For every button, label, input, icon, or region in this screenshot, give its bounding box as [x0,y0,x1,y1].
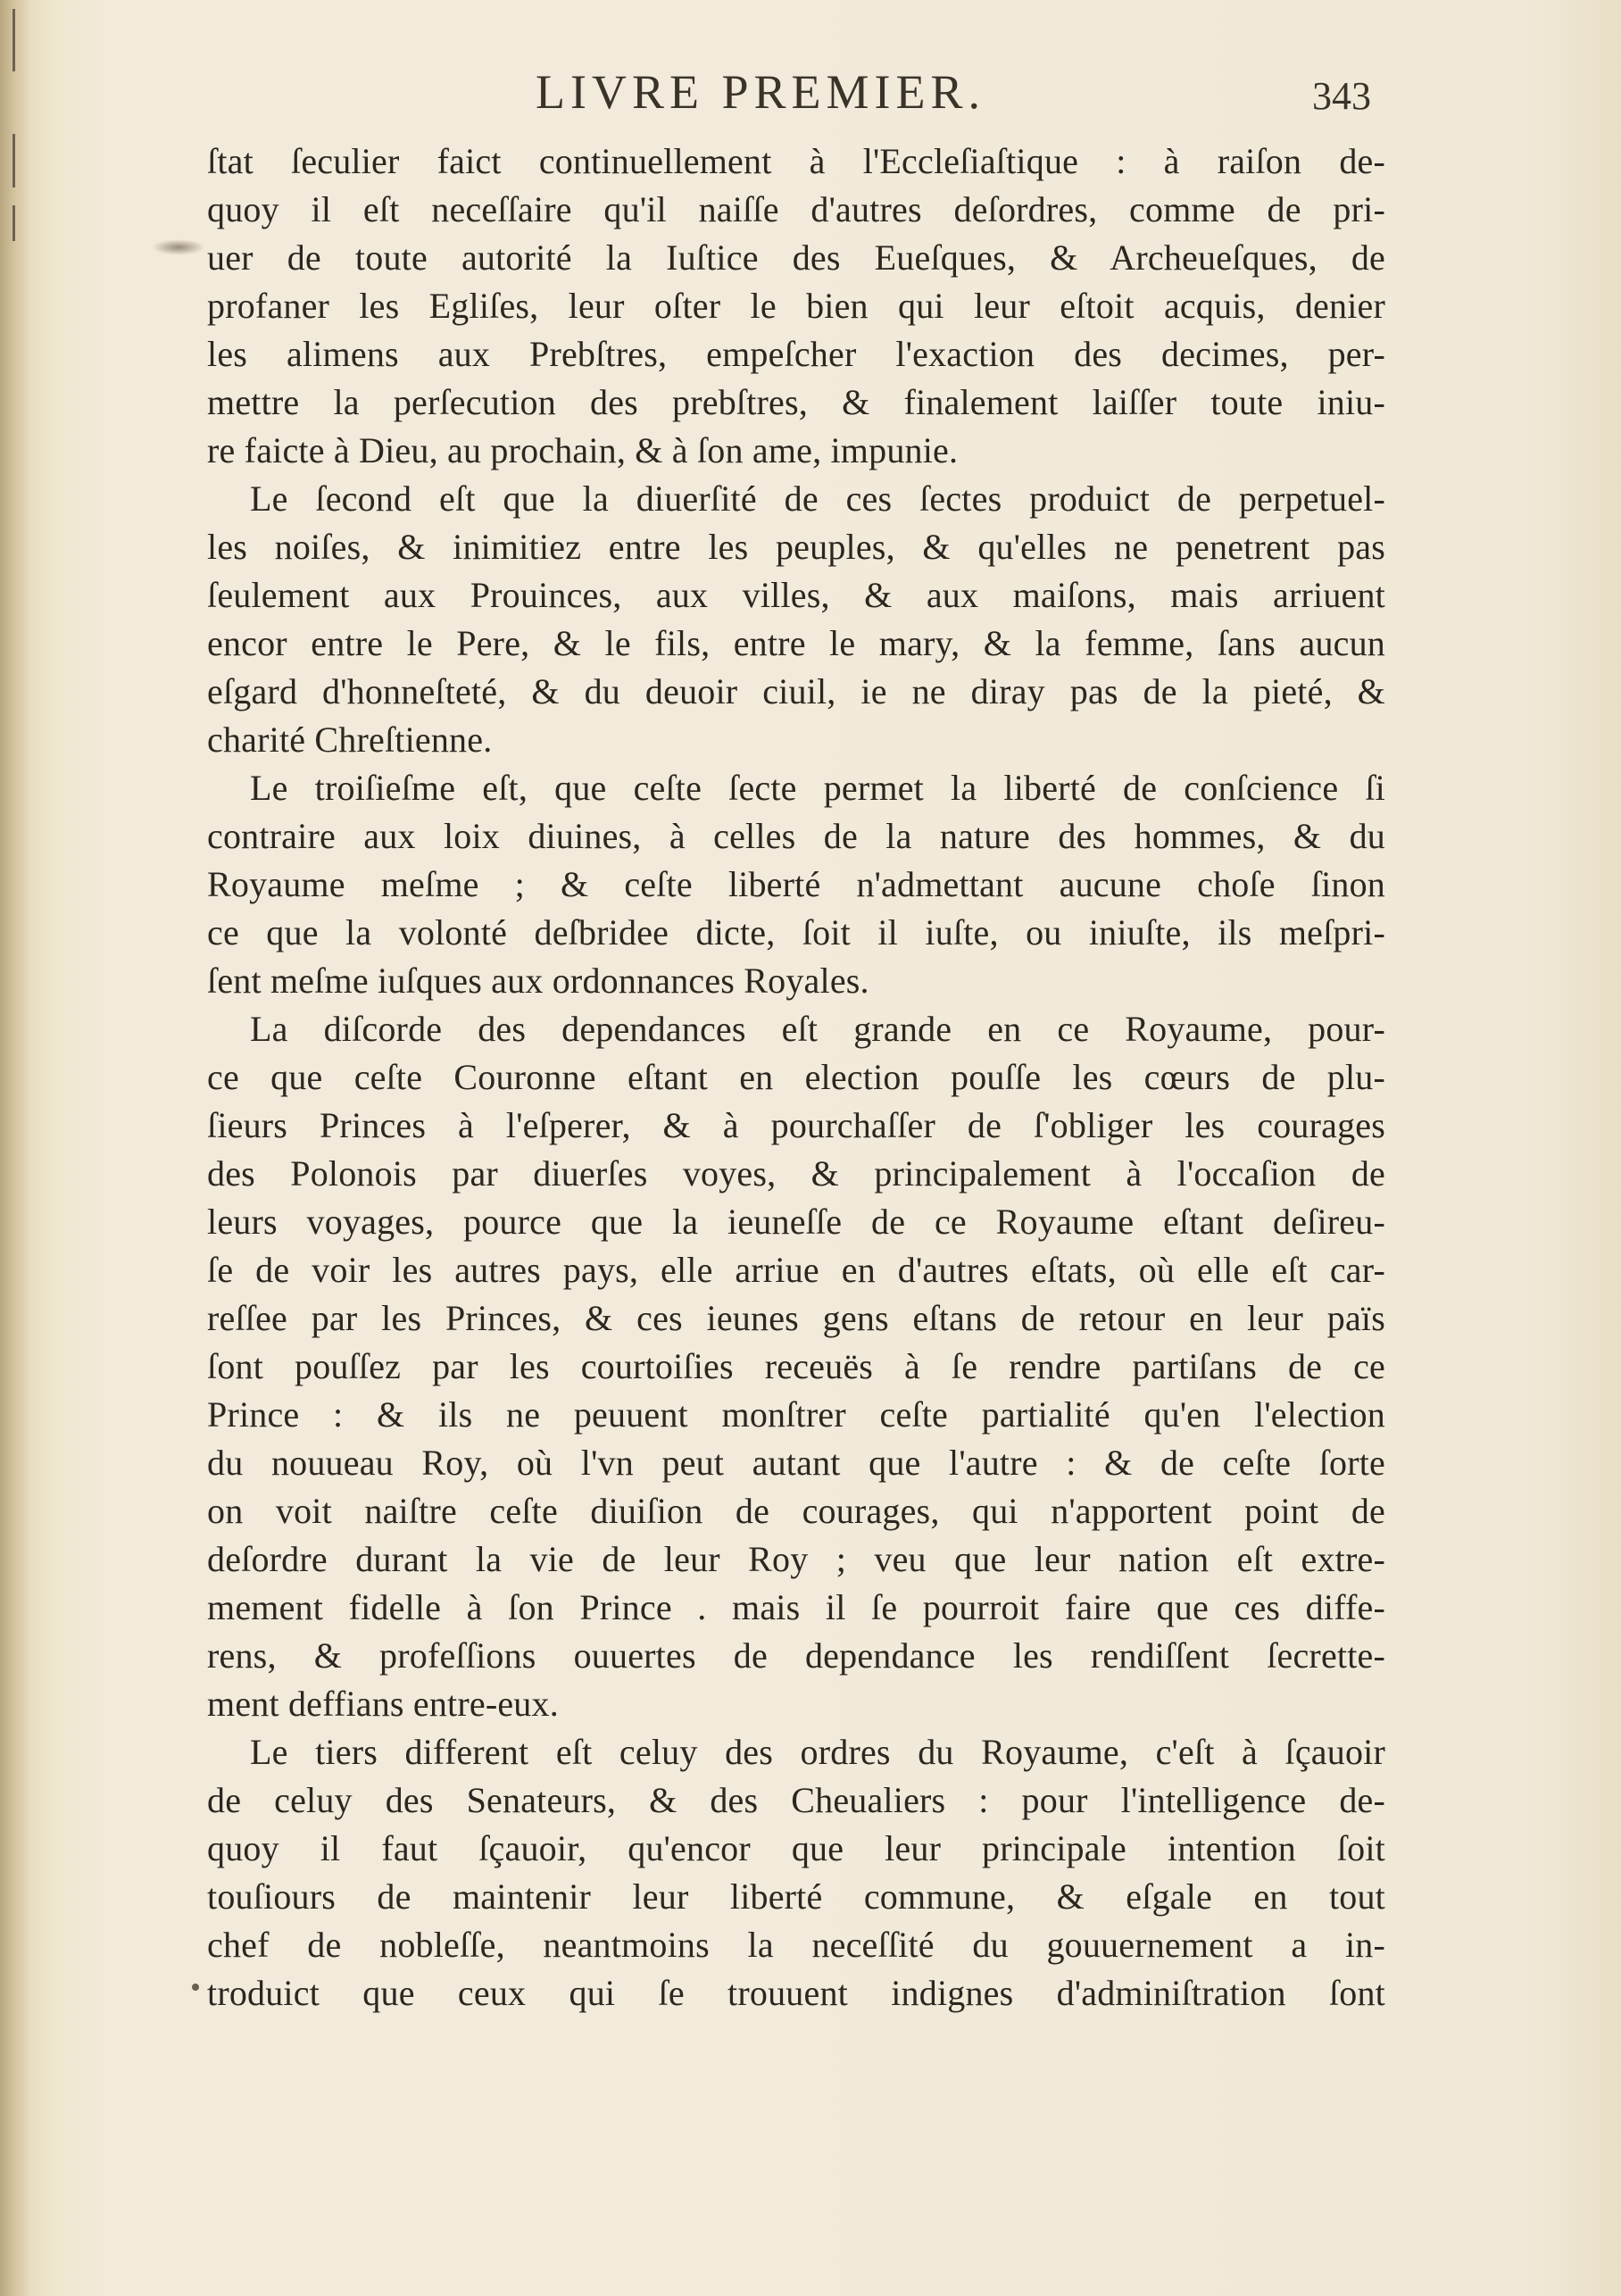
text-line: Royaume meſme ; & ceſte liberté n'admettant aucune choſe ſinon [207,864,1385,904]
text-line: profaner les Egliſes, leur oſter le bien qui leur eſtoit acquis, denier [207,286,1385,326]
page-number: 343 [1312,74,1371,118]
text-line: ſe de voir les autres pays, elle arriue en d'autres eſtats, où elle eſt car- [207,1250,1385,1290]
text-line: ſieurs Princes à l'eſperer, & à pourchaſſer de ſ'obliger les courages [207,1105,1385,1145]
text-line: leurs voyages, pource que la ieuneſſe de ce Royaume eſtant deſireu- [207,1202,1385,1242]
gutter-mark [12,205,15,241]
page-header [536,64,1428,127]
binding-shadow [0,0,30,2296]
running-title: LIVRE PREMIER. [536,65,986,119]
text-line: des Polonois par diuerſes voyes, & principalement à l'occaſion de [207,1153,1385,1194]
text-line: les alimens aux Prebſtres, empeſcher l'exaction des decimes, per- [207,334,1385,374]
text-line: rens, & profeſſions ouuertes de dependance les rendiſſent ſecrette- [207,1635,1385,1676]
text-line: ſeulement aux Prouinces, aux villes, & aux maiſons, mais arriuent [207,575,1385,615]
text-line: reſſee par les Princes, & ces ieunes gens eſtans de retour en leur païs [207,1298,1385,1338]
ink-smudge [152,239,205,255]
body-text [207,137,1385,2017]
text-line: deſordre durant la vie de leur Roy ; veu que leur nation eſt extre- [207,1539,1385,1579]
text-line: Le ſecond eſt que la diuerſité de ces ſectes produict de perpetuel- [250,478,1385,519]
text-line: on voit naiſtre ceſte diuiſion de courages, qui n'apportent point de [207,1491,1385,1531]
text-line: re faicte à Dieu, au prochain, & à ſon ame, impunie. [207,430,959,470]
text-line: eſgard d'honneſteté, & du deuoir ciuil, ie ne diray pas de la pieté, & [207,671,1385,711]
text-line: ce que ceſte Couronne eſtant en election pouſſe les cœurs de plu- [207,1057,1385,1097]
text-line: quoy il faut ſçauoir, qu'encor que leur principale intention ſoit [207,1828,1385,1868]
text-line: ſent meſme iuſques aux ordonnances Royales. [207,961,869,1001]
text-line: Prince : & ils ne peuuent monſtrer ceſte partialité qu'en l'election [207,1394,1385,1435]
gutter-mark [12,9,15,71]
text-line: contraire aux loix diuines, à celles de la nature des hommes, & du [207,816,1385,856]
text-line: chef de nobleſſe, neantmoins la neceſſité du gouuernement a in- [207,1925,1385,1965]
text-line: ce que la volonté deſbridee dicte, ſoit il iuſte, ou iniuſte, ils meſpri- [207,912,1385,953]
text-line: uer de toute autorité la Iuſtice des Eueſques, & Archeueſques, de [207,237,1385,278]
text-line: de celuy des Senateurs, & des Cheualiers : pour l'intelligence de- [207,1780,1385,1820]
text-line: touſiours de maintenir leur liberté commune, & eſgale en tout [207,1876,1385,1917]
text-line: mement fidelle à ſon Prince . mais il ſe pourroit faire que ces diffe- [207,1587,1385,1627]
text-line: troduict que ceux qui ſe trouuent indignes d'adminiſtration ſont [207,1973,1385,2013]
text-line: mettre la perſecution des prebſtres, & finalement laiſſer toute iniu- [207,382,1385,422]
text-line: quoy il eſt neceſſaire qu'il naiſſe d'autres deſordres, comme de pri- [207,189,1385,229]
ink-speck [192,1984,199,1991]
text-line: ſont pouſſez par les courtoiſies receuës à ſe rendre partiſans de ce [207,1346,1385,1386]
text-line: encor entre le Pere, & le fils, entre le mary, & la femme, ſans aucun [207,623,1385,663]
text-line: du nouueau Roy, où l'vn peut autant que l'autre : & de ceſte ſorte [207,1443,1385,1483]
gutter-mark [12,134,15,187]
text-line: ment deffians entre-eux. [207,1684,559,1724]
text-line: charité Chreſtienne. [207,720,493,760]
text-line: Le tiers different eſt celuy des ordres du Royaume, c'eſt à ſçauoir [250,1732,1385,1772]
text-line: les noiſes, & inimitiez entre les peuples, & qu'elles ne penetrent pas [207,527,1385,567]
text-line: La diſcorde des dependances eſt grande en ce Royaume, pour- [250,1009,1385,1049]
text-line: Le troiſieſme eſt, que ceſte ſecte permet la liberté de conſcience ſi [250,768,1385,808]
text-line: ſtat ſeculier faict continuellement à l'Eccleſiaſtique : à raiſon de- [207,141,1385,181]
